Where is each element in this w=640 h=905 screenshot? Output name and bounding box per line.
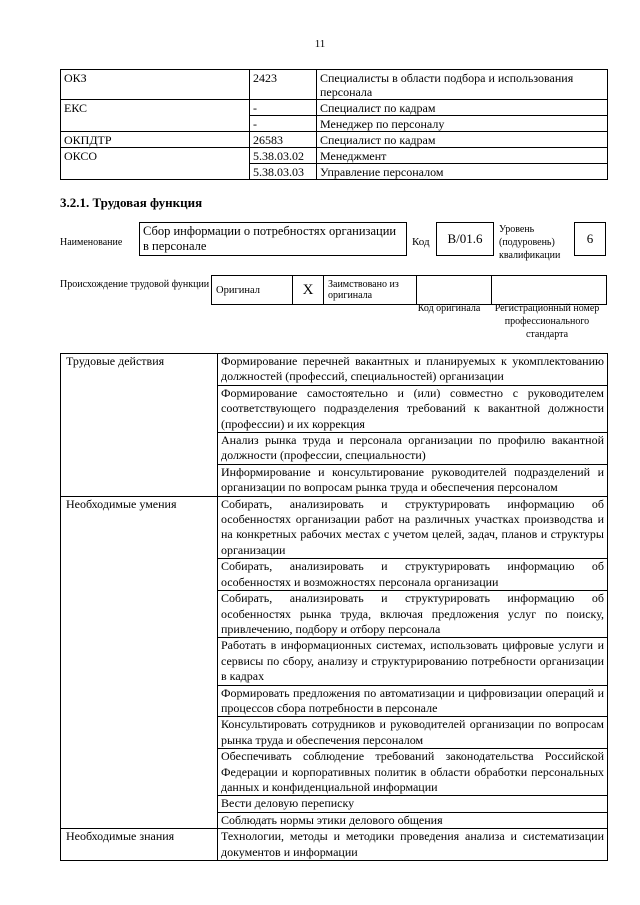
table-row: [61, 496, 608, 559]
classifier-code: -: [250, 116, 317, 132]
skill-item: Собирать, анализировать и структурировать информацию об особенностях организации работ на различных участках производства и на конкретных рабочих местах с учетом целей, задач, планов и структуры организации: [218, 496, 608, 559]
page-number: 11: [314, 38, 326, 50]
table-row: [61, 70, 608, 100]
classifier-code: 5.38.03.02: [250, 148, 317, 164]
classifier-name: ОКПДТР: [61, 132, 250, 148]
original-code-cell: [417, 276, 492, 305]
skill-item: Работать в информационных системах, использовать цифровые услуги и сервисы по сбору, анализу и структурированию потребности организации в кадрах: [218, 638, 608, 685]
table-row: [61, 148, 608, 164]
function-name-field: Сбор информации о потребностях организации в персонале: [139, 222, 407, 256]
function-content-table: [60, 353, 608, 861]
classifier-title: Менеджер по персоналу: [317, 116, 608, 132]
code-label: Код: [412, 236, 430, 248]
classifier-title: Специалист по кадрам: [317, 100, 608, 116]
classifier-name: ЕКС: [61, 100, 250, 132]
table-row: [61, 354, 608, 386]
table-row: [61, 100, 608, 116]
action-item: Информирование и консультирование руководителей подразделений и организации по вопросам рынка труда и обеспечения персоналом: [218, 464, 608, 496]
classifier-codes-table: [60, 69, 608, 180]
classifier-code: 26583: [250, 132, 317, 148]
action-item: Формирование перечней вакантных и планируемых к укомплектованию должностей (профессий, специальностей) организации: [218, 354, 608, 386]
original-mark: X: [293, 276, 324, 305]
registration-number-caption: Регистрационный номер профессионального стандарта: [494, 303, 600, 340]
skill-item: Соблюдать нормы этики делового общения: [218, 812, 608, 828]
table-row: [61, 829, 608, 861]
knowledge-label: Необходимые знания: [61, 829, 218, 861]
classifier-title: Менеджмент: [317, 148, 608, 164]
classifier-code: 5.38.03.03: [250, 164, 317, 180]
classifier-title: Специалисты в области подбора и использования персонала: [317, 70, 608, 100]
classifier-name: ОКСО: [61, 148, 250, 180]
origin-table: [211, 275, 607, 305]
function-code-field: В/01.6: [436, 222, 494, 256]
actions-label: Трудовые действия: [61, 354, 218, 497]
original-code-caption: Код оригинала: [417, 303, 481, 314]
classifier-name: ОКЗ: [61, 70, 250, 100]
table-row: [61, 132, 608, 148]
action-item: Формирование самостоятельно и (или) совместно с руководителем соответствующего подразделения требований к вакантной должности (профессии) и их коррекция: [218, 385, 608, 432]
skill-item: Обеспечивать соблюдение требований законодательства Российской Федерации и корпоративных политик в области обработки персональных данных и конфиденциальной информации: [218, 749, 608, 796]
classifier-title: Управление персоналом: [317, 164, 608, 180]
qualification-level-field: 6: [574, 222, 606, 256]
origin-label: Происхождение трудовой функции: [60, 279, 210, 290]
skill-item: Формировать предложения по автоматизации и цифровизации операций и процессов сбора потребности в персонале: [218, 685, 608, 717]
skills-label: Необходимые умения: [61, 496, 218, 829]
qualification-level-label: Уровень (подуровень) квалификации: [499, 224, 561, 261]
registration-number-cell: [492, 276, 607, 305]
section-title: 3.2.1. Трудовая функция: [60, 195, 203, 210]
classifier-title: Специалист по кадрам: [317, 132, 608, 148]
classifier-code: 2423: [250, 70, 317, 100]
original-label: Оригинал: [212, 276, 293, 305]
borrowed-label: Заимствовано из оригинала: [324, 276, 417, 305]
name-label: Наименование: [60, 237, 123, 248]
skill-item: Собирать, анализировать и структурировать информацию об особенностях рынка труда, включая предложения услуг по поиску, привлечению, подбору и отбору персонала: [218, 591, 608, 638]
knowledge-item: Технологии, методы и методики проведения анализа и систематизации документов и информации: [218, 829, 608, 861]
skill-item: Собирать, анализировать и структурировать информацию об особенностях и возможностях персонала организации: [218, 559, 608, 591]
action-item: Анализ рынка труда и персонала организации по профилю вакантной должности (профессии, специальности): [218, 433, 608, 465]
skill-item: Консультировать сотрудников и руководителей организации по вопросам рынка труда и обеспечения персоналом: [218, 717, 608, 749]
table-row: [212, 276, 607, 305]
skill-item: Вести деловую переписку: [218, 796, 608, 812]
classifier-code: -: [250, 100, 317, 116]
